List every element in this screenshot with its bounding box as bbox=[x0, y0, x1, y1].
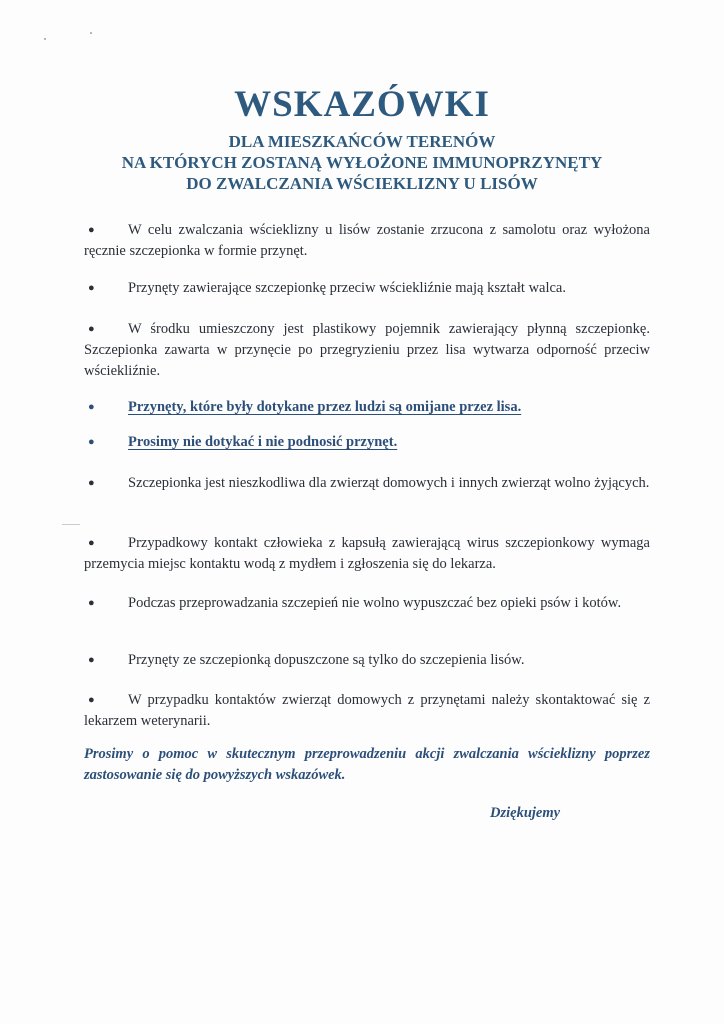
bullet-icon: ● bbox=[88, 282, 95, 294]
bullet-icon: ● bbox=[88, 694, 95, 706]
scan-mark bbox=[62, 524, 80, 525]
guideline-item-8 bbox=[84, 593, 650, 614]
bullet-icon: ● bbox=[88, 436, 95, 448]
guideline-item-10 bbox=[84, 690, 650, 732]
bullet-icon: ● bbox=[88, 597, 95, 609]
subtitle-line-1: DLA MIESZKAŃCÓW TERENÓW bbox=[228, 132, 496, 151]
guideline-text: Szczepionka jest nieszkodliwa dla zwierząt domowych i innych zwierząt wolno żyjących. bbox=[128, 475, 650, 491]
guideline-text: Przynęty zawierające szczepionkę przeciw wściekliźnie mają kształt walca. bbox=[128, 280, 566, 296]
guideline-item-7 bbox=[84, 533, 650, 575]
guideline-text: Przynęty ze szczepionką dopuszczone są tylko do szczepienia lisów. bbox=[128, 652, 525, 668]
guideline-text: Przypadkowy kontakt człowieka z kapsułą zawierającą wirus szczepionkowy wymaga przemycia miejsc kontaktu wodą z mydłem i zgłoszenia się do lekarza. bbox=[84, 535, 650, 572]
guideline-item-1 bbox=[84, 220, 650, 262]
guideline-text: W celu zwalczania wścieklizny u lisów zostanie zrzucona z samolotu oraz wyłożona ręcznie szczepionka w formie przynęt. bbox=[84, 222, 650, 259]
guideline-text: W środku umieszczony jest plastikowy pojemnik zawierający płynną szczepionkę. Szczepionka zawarta w przynęcie po przegryzieniu przez lisa wytwarza odporność przeciw wściekliźnie. bbox=[84, 321, 650, 379]
bullet-icon: ● bbox=[88, 654, 95, 666]
guideline-text: Przynęty, które były dotykane przez ludzi są omijane przez lisa. bbox=[128, 399, 522, 415]
bullet-icon: ● bbox=[88, 401, 95, 413]
signoff-text: Dziękujemy bbox=[490, 805, 561, 821]
guideline-item-3 bbox=[84, 319, 650, 382]
subtitle-line-2: NA KTÓRYCH ZOSTANĄ WYŁOŻONE IMMUNOPRZYNĘTY bbox=[121, 153, 603, 172]
guideline-text: Podczas przeprowadzania szczepień nie wolno wypuszczać bez opieki psów i kotów. bbox=[128, 595, 622, 611]
guideline-text: Prosimy nie dotykać i nie podnosić przynęt. bbox=[128, 434, 398, 450]
bullet-icon: ● bbox=[88, 224, 95, 236]
bullet-icon: ● bbox=[88, 537, 95, 549]
bullet-icon: ● bbox=[88, 477, 95, 489]
closing-paragraph: Prosimy o pomoc w skutecznym przeprowadzeniu akcji zwalczania wścieklizny poprzez zastosowanie się do powyższych wskazówek. bbox=[84, 746, 650, 783]
bullet-icon: ● bbox=[88, 323, 95, 335]
guideline-item-5-emphasis bbox=[84, 432, 650, 453]
guideline-item-4-emphasis bbox=[84, 397, 650, 418]
scan-speck bbox=[44, 38, 46, 40]
guideline-item-6 bbox=[84, 473, 650, 494]
scan-speck bbox=[90, 32, 92, 34]
guideline-text: W przypadku kontaktów zwierząt domowych z przynętami należy skontaktować się z lekarzem weterynarii. bbox=[84, 692, 650, 729]
guideline-item-2 bbox=[84, 278, 650, 299]
document-title: WSKAZÓWKI bbox=[234, 84, 490, 125]
guideline-item-9 bbox=[84, 650, 650, 671]
subtitle-line-3: DO ZWALCZANIA WŚCIEKLIZNY U LISÓW bbox=[186, 174, 538, 193]
